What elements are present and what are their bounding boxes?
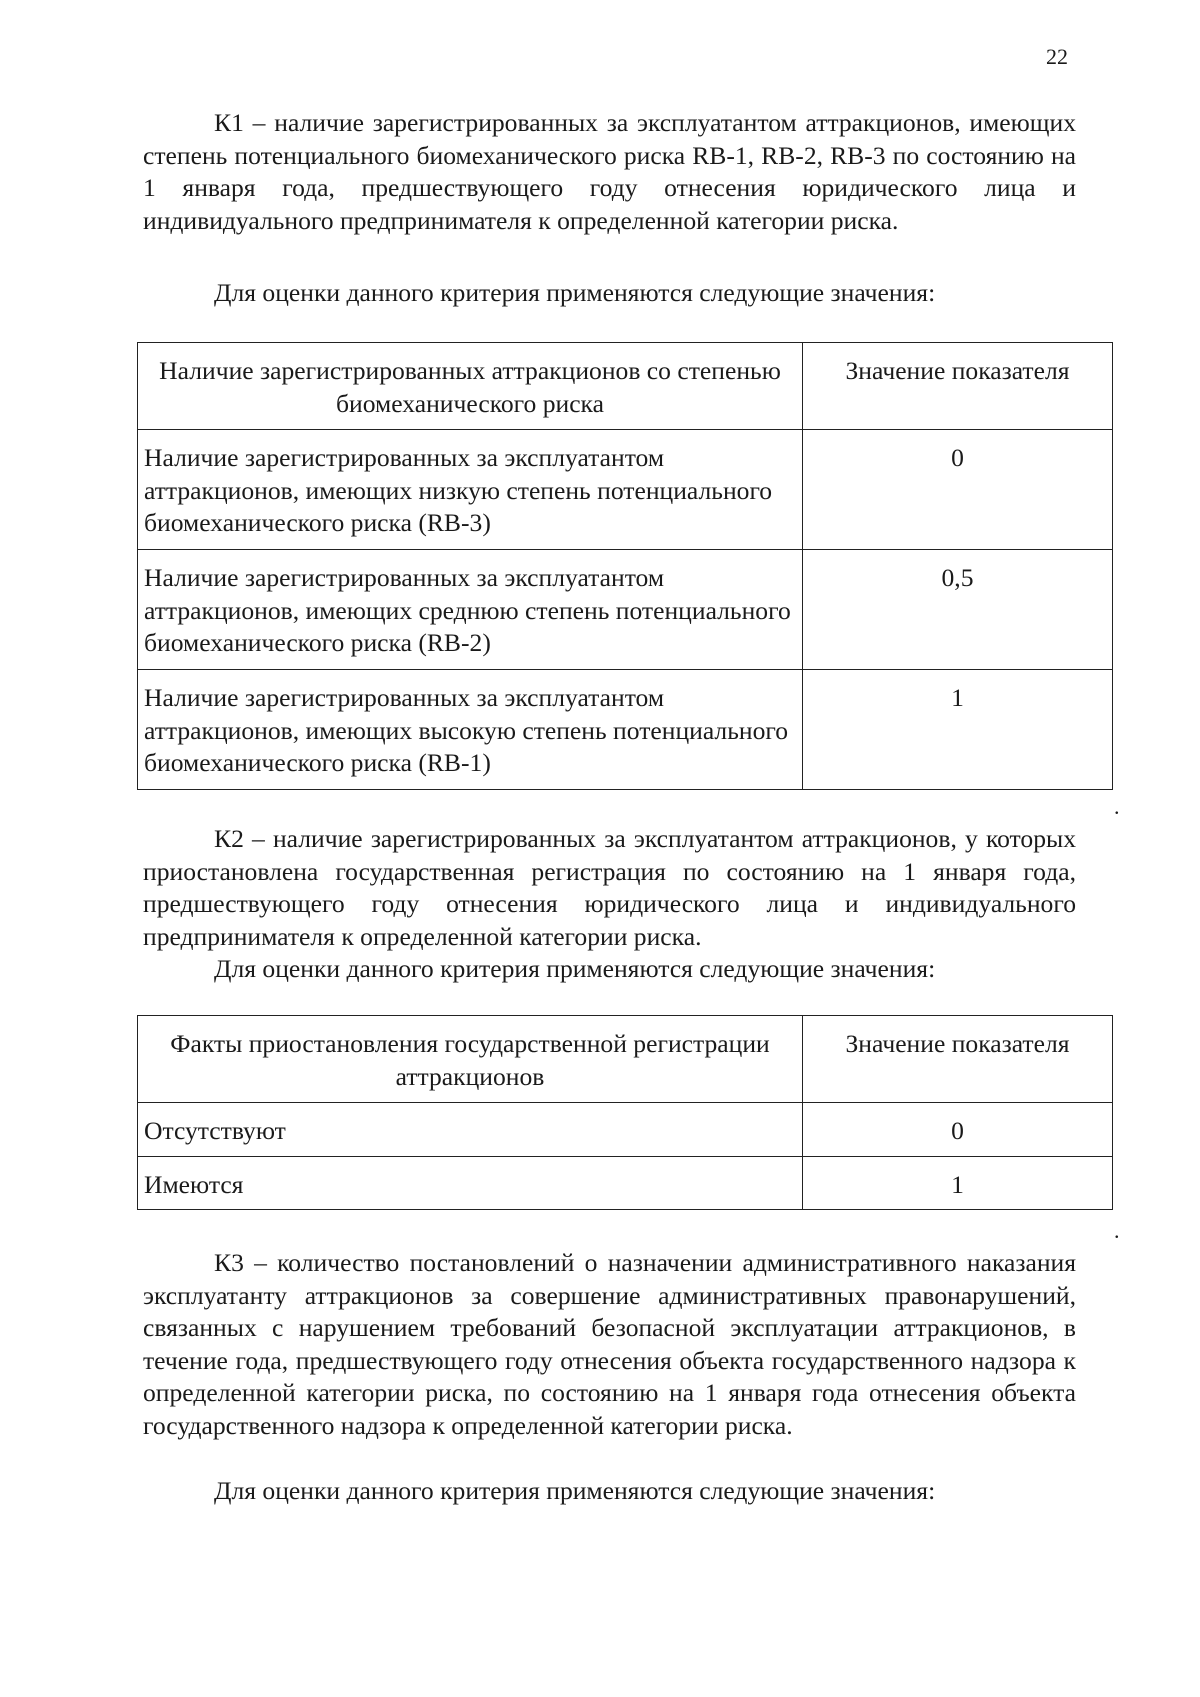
k2-row-1-value: 0 [803,1103,1113,1157]
k1-row-2-value: 0,5 [803,550,1113,670]
stray-dot: . [1114,1218,1120,1243]
k1-intro: Для оценки данного критерия применяются следующие значения: [214,278,936,307]
table-header-row [138,1016,1113,1103]
k1-header-criterion: Наличие зарегистрированных аттракционов со степенью биомеханического риска [138,343,803,430]
page-number: 22 [1046,44,1068,69]
k1-row-3-value: 1 [803,670,1113,790]
table-row [138,1103,1113,1157]
table-row [138,1156,1113,1210]
k2-table [137,1015,1113,1210]
k1-paragraph: К1 – наличие зарегистрированных за эксплуатантом аттракционов, имеющих степень потенциального биомеханического риска RB-1, RB-2, RB-3 по состоянию на 1 января года, предшествующего году отнесения юридического лица и индивидуального предпринимателя к определенной категории риска. [143,108,1076,235]
k2-paragraph: К2 – наличие зарегистрированных за эксплуатантом аттракционов, у которых приостановлена государственная регистрация по состоянию на 1 января года, предшествующего году отнесения юридического лица и индивидуального предпринимателя к определенной категории риска. [143,824,1076,951]
k1-header-value: Значение показателя [803,343,1113,430]
k2-row-2-criterion: Имеются [138,1156,803,1210]
k1-row-3-criterion: Наличие зарегистрированных за эксплуатантом аттракционов, имеющих высокую степень потенциального биомеханического риска (RB-1) [138,670,803,790]
k2-header-criterion: Факты приостановления государственной регистрации аттракционов [138,1016,803,1103]
k2-row-2-value: 1 [803,1156,1113,1210]
table-header-row [138,343,1113,430]
k1-row-1-value: 0 [803,430,1113,550]
k1-table [137,342,1113,790]
k3-paragraph: К3 – количество постановлений о назначении административного наказания эксплуатанту аттракционов за совершение административных правонарушений, связанных с нарушением требований безопасной эксплуатации аттракционов, в течение года, предшествующего году отнесения объекта государственного надзора к определенной категории риска, по состоянию на 1 января года отнесения объекта государственного надзора к определенной категории риска. [143,1248,1076,1440]
k2-row-1-criterion: Отсутствуют [138,1103,803,1157]
k3-intro: Для оценки данного критерия применяются следующие значения: [214,1476,936,1505]
table-row [138,550,1113,670]
k2-header-value: Значение показателя [803,1016,1113,1103]
k1-row-1-criterion: Наличие зарегистрированных за эксплуатантом аттракционов, имеющих низкую степень потенциального биомеханического риска (RB-3) [138,430,803,550]
k2-intro: Для оценки данного критерия применяются следующие значения: [214,954,936,983]
table-row [138,430,1113,550]
k1-row-2-criterion: Наличие зарегистрированных за эксплуатантом аттракционов, имеющих среднюю степень потенциального биомеханического риска (RB-2) [138,550,803,670]
stray-dot: . [1114,794,1120,819]
table-row [138,670,1113,790]
